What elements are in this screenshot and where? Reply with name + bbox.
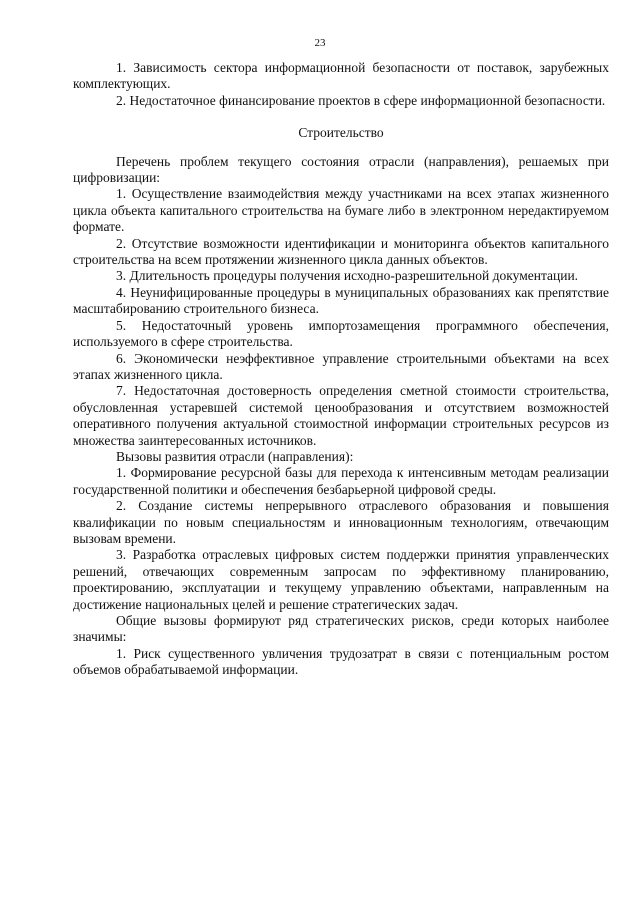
paragraph-challenges-intro: Вызовы развития отрасли (направления): [116, 448, 354, 464]
paragraph-challenge-1: 1. Формирование ресурсной базы для перехода к интенсивным методам реализации государственной политики и обеспечения безбарьерной цифровой среды. [73, 465, 609, 497]
paragraph-problem-2: 2. Отсутствие возможности идентификации и мониторинга объектов капитального строительства на всем протяжении жизненного цикла данных объектов. [73, 235, 609, 268]
paragraph-challenge-3: 3. Разработка отраслевых цифровых систем поддержки принятия управленческих решений, отвечающих современным запросам по эффективному планированию, проектированию, эксплуатации и текущему управлению объектами, направленным на достижение национальных целей и решение стратегических задач. [73, 547, 609, 612]
paragraph-dependency-risk: 1. Зависимость сектора информационной безопасности от поставок, зарубежных комплектующих. [73, 60, 609, 92]
document-body [73, 60, 609, 679]
paragraph-problem-3: 3. Длительность процедуры получения исходно-разрешительной документации. [116, 268, 579, 284]
paragraph-risk-1: 1. Риск существенного увличения трудозатрат в связи с потенциальным ростом объемов обрабатываемой информации. [73, 645, 609, 678]
paragraph-problem-6: 6. Экономически неэффективное управление строительными объектами на всех этапах жизненного цикла. [73, 350, 609, 382]
paragraph-problem-1: 1. Осуществление взаимодействия между участниками на всех этапах жизненного цикла объекта капитального строительства на бумаге либо в электронном нередактируемом формате. [73, 186, 609, 235]
paragraph-risks-intro: Общие вызовы формируют ряд стратегических рисков, среди которых наиболее значимы: [73, 613, 609, 645]
page-number: 23 [314, 37, 326, 49]
paragraph-problem-5: 5. Недостаточный уровень импортозамещения программного обеспечения, используемого в сфере строительства. [73, 317, 609, 350]
paragraph-problem-4: 4. Неунифицированные процедуры в муниципальных образованиях как препятствие масштабированию строительного бизнеса. [73, 284, 609, 317]
paragraph-problems-intro: Перечень проблем текущего состояния отрасли (направления), решаемых при цифровизации: [73, 153, 609, 186]
section-heading: Строительство [298, 125, 384, 141]
paragraph-challenge-2: 2. Создание системы непрерывного отраслевого образования и повышения квалификации по новым специальностям и инновационным технологиям, отвечающим вызовам времени. [73, 498, 609, 546]
paragraph-problem-7: 7. Недостаточная достоверность определения сметной стоимости строительства, обусловленная устаревшей системой ценообразования и отсутствием возможностей оперативного получения актуальной стоимостной информации строительных ресурсов из множества заинтересованных источников. [73, 383, 609, 448]
paragraph-underfunding: 2. Недостаточное финансирование проектов в сфере информационной безопасности. [116, 92, 606, 108]
